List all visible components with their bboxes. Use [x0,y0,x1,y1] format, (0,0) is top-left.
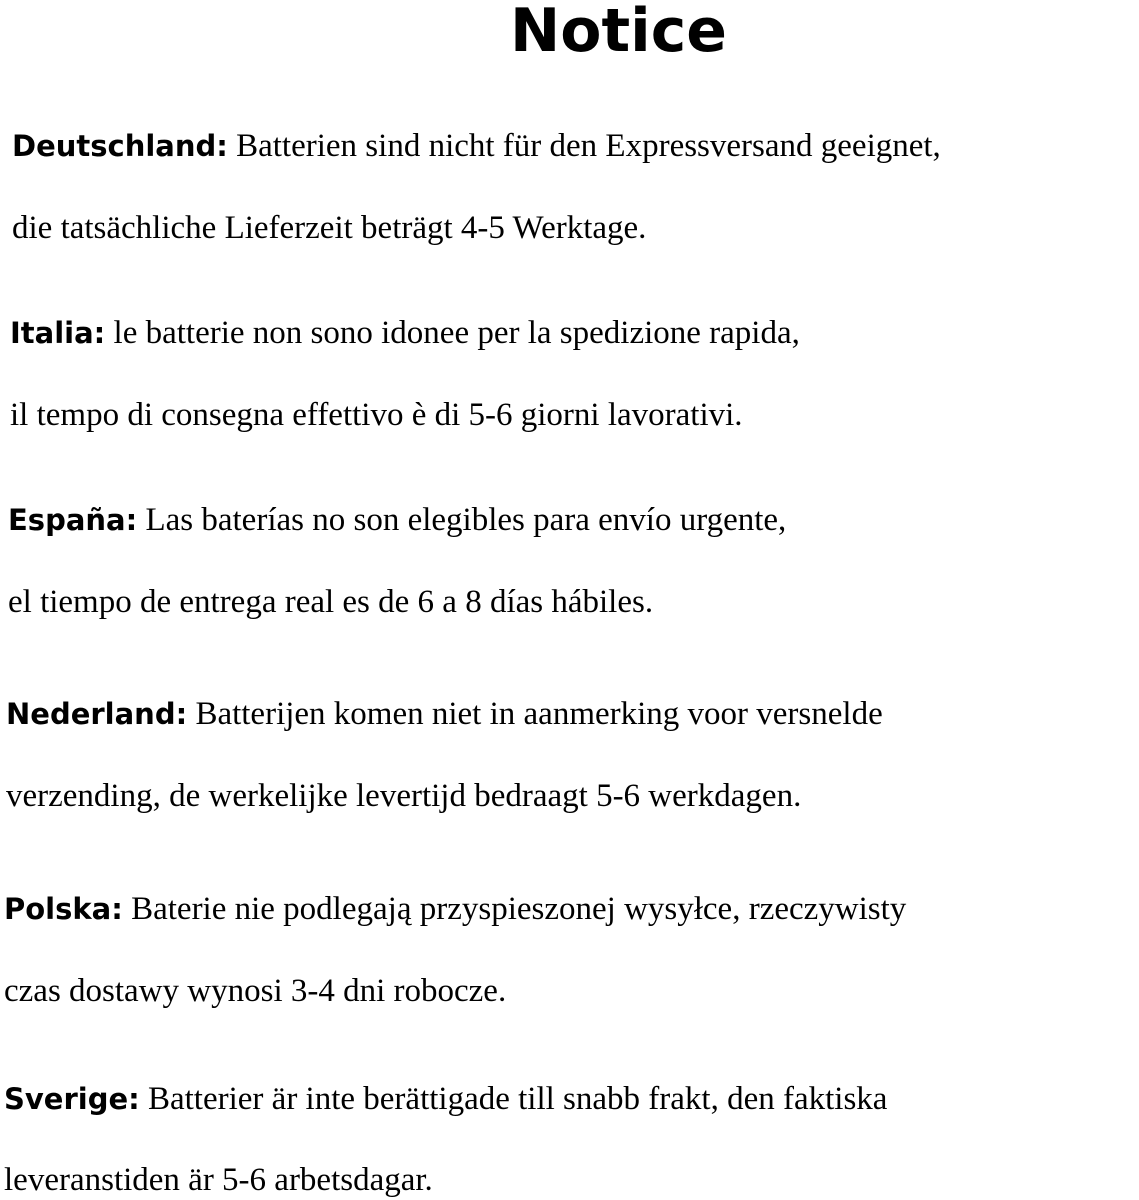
notice-line-de-2 [12,208,646,248]
notice-line-it-1 [10,313,800,353]
notice-text-pl-1: Baterie nie podlegają przyspieszonej wysyłce, rzeczywisty [131,891,907,927]
notice-text-se-2: leveranstiden är 5-6 arbetsdagar. [4,1162,433,1198]
notice-text-es-2: el tiempo de entrega real es de 6 a 8 días hábiles. [8,584,654,620]
notice-line-nl-2 [6,776,801,816]
country-label-it: Italia: [10,316,106,350]
country-label-se: Sverige: [4,1082,140,1116]
notice-line-se-2 [4,1160,433,1200]
notice-text-nl-1: Batterijen komen niet in aanmerking voor versnelde [195,696,883,732]
notice-text-it-2: il tempo di consegna effettivo è di 5-6 giorni lavorativi. [10,397,743,433]
notice-text-de-2: die tatsächliche Lieferzeit beträgt 4-5 Werktage. [12,210,647,246]
country-label-nl: Nederland: [6,697,188,731]
notice-line-nl-1 [6,694,883,734]
country-label-es: España: [8,503,138,537]
country-label-de: Deutschland: [12,129,228,163]
country-label-pl: Polska: [4,892,123,926]
notice-line-pl-2 [4,971,506,1011]
notice-text-de-1: Batterien sind nicht für den Expressversand geeignet, [236,128,941,164]
notice-line-de-1 [12,126,941,166]
notice-line-it-2 [10,395,743,435]
notice-line-pl-1 [4,889,906,929]
notice-text-pl-2: czas dostawy wynosi 3-4 dni robocze. [4,973,507,1009]
notice-text-es-1: Las baterías no son elegibles para envío urgente, [145,502,787,538]
notice-text-nl-2: verzending, de werkelijke levertijd bedraagt 5-6 werkdagen. [6,778,802,814]
notice-line-es-2 [8,582,653,622]
notice-text-se-1: Batterier är inte berättigade till snabb frakt, den faktiska [147,1081,888,1117]
notice-text-it-1: le batterie non sono idonee per la spedizione rapida, [113,315,800,351]
notice-line-se-1 [4,1079,887,1119]
page-title: Notice [510,0,727,66]
notice-line-es-1 [8,500,786,540]
